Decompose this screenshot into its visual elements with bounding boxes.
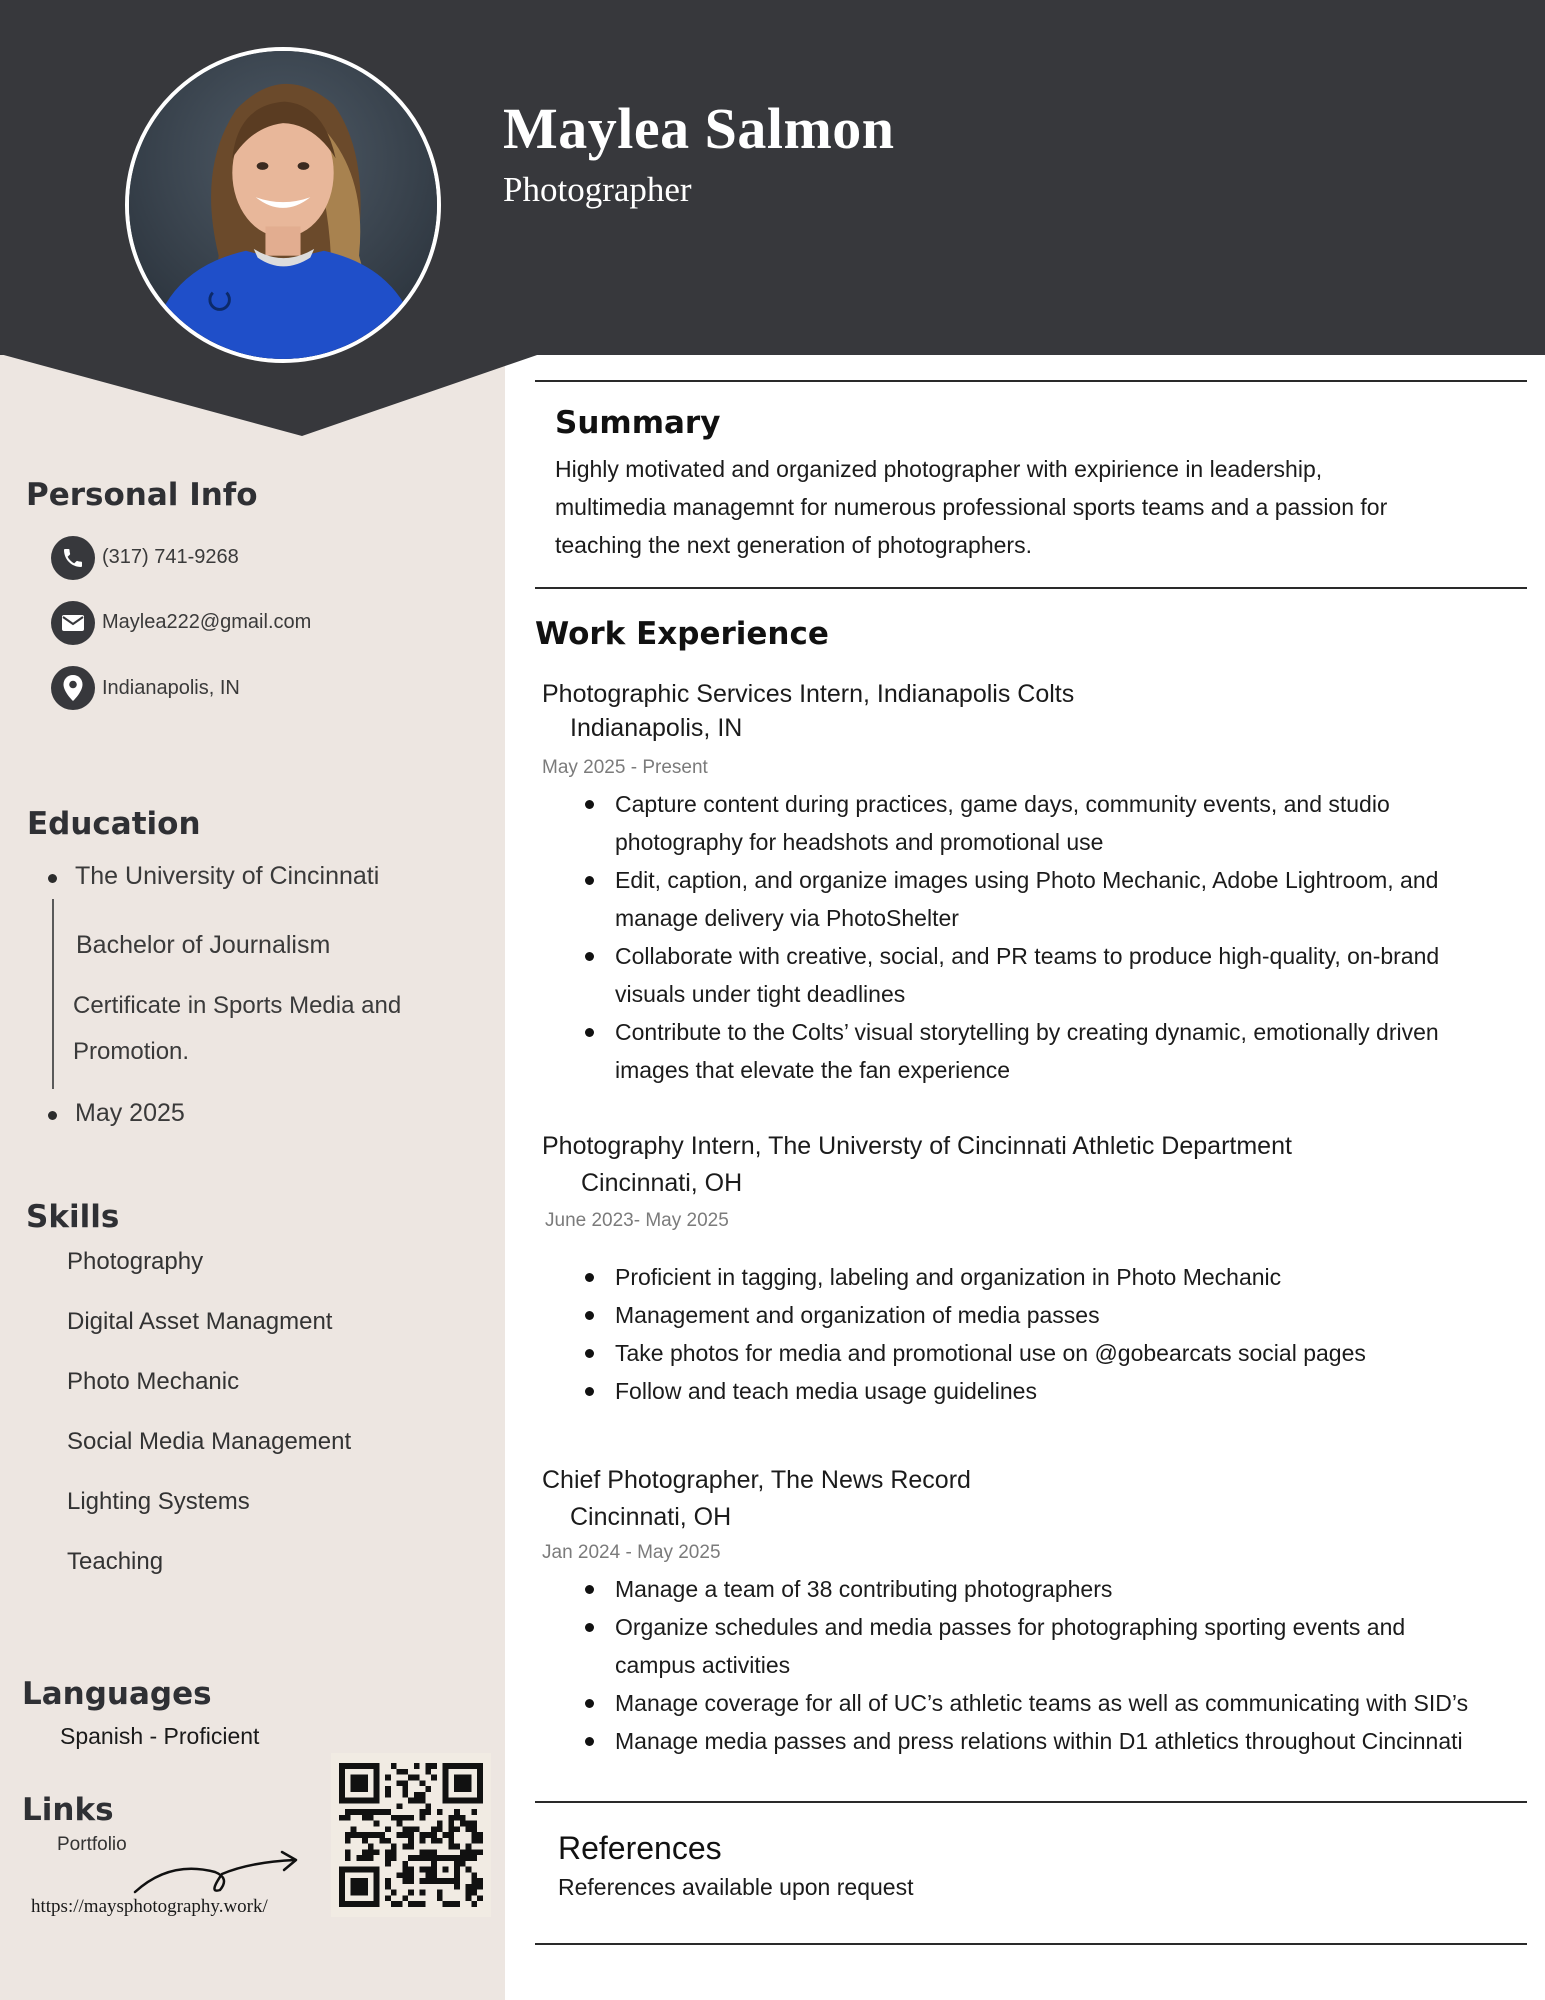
summary-line: teaching the next generation of photographers. bbox=[555, 532, 1032, 558]
divider bbox=[535, 380, 1527, 382]
skill-item: Social Media Management bbox=[67, 1428, 352, 1455]
candidate-name: Maylea Salmon bbox=[503, 96, 895, 161]
summary-line: multimedia managemnt for numerous professional sports teams and a passion for bbox=[555, 494, 1388, 520]
education-heading: Education bbox=[27, 806, 201, 842]
email-address: Maylea222@gmail.com bbox=[102, 611, 312, 633]
work-experience-heading: Work Experience bbox=[535, 616, 829, 652]
summary-line: Highly motivated and organized photographer with expirience in leadership, bbox=[555, 456, 1323, 482]
candidate-title: Photographer bbox=[503, 170, 692, 209]
references-text: References available upon request bbox=[558, 1874, 914, 1900]
header-chevron bbox=[0, 354, 540, 436]
arrow-icon bbox=[130, 1842, 300, 1902]
job-title: Photographic Services Intern, Indianapolis Colts bbox=[542, 680, 1075, 708]
job-bullet: Follow and teach media usage guidelines bbox=[615, 1372, 1495, 1410]
job-location: Cincinnati, OH bbox=[581, 1169, 743, 1197]
skill-item: Digital Asset Managment bbox=[67, 1308, 333, 1335]
education-degree: Bachelor of Journalism bbox=[76, 931, 331, 959]
skill-item: Lighting Systems bbox=[67, 1488, 250, 1515]
education-school: The University of Cincinnati bbox=[75, 862, 380, 890]
job-bullets bbox=[615, 1258, 1495, 1410]
job-location: Cincinnati, OH bbox=[570, 1503, 732, 1531]
personal-info-heading: Personal Info bbox=[26, 477, 258, 513]
portfolio-label: Portfolio bbox=[57, 1834, 127, 1855]
job-title: Photography Intern, The Universty of Cincinnati Athletic Department bbox=[542, 1132, 1292, 1160]
job-bullet: Edit, caption, and organize images using Photo Mechanic, Adobe Lightroom, and manage delivery via PhotoShelter bbox=[615, 861, 1495, 937]
job-bullet: Collaborate with creative, social, and PR teams to produce high-quality, on-brand visuals under tight deadlines bbox=[615, 937, 1495, 1013]
job-dates: June 2023- May 2025 bbox=[545, 1210, 729, 1231]
job-bullet: Manage a team of 38 contributing photographers bbox=[615, 1570, 1495, 1608]
links-heading: Links bbox=[22, 1792, 114, 1828]
phone-number: (317) 741-9268 bbox=[102, 546, 239, 568]
job-bullet: Manage media passes and press relations within D1 athletics throughout Cincinnati bbox=[615, 1722, 1495, 1760]
skill-item: Photography bbox=[67, 1248, 204, 1275]
summary-heading: Summary bbox=[555, 405, 721, 441]
skill-item: Photo Mechanic bbox=[67, 1368, 240, 1395]
divider bbox=[535, 1801, 1527, 1803]
divider bbox=[535, 587, 1527, 589]
skills-heading: Skills bbox=[26, 1199, 120, 1235]
phone-icon bbox=[51, 536, 95, 580]
language-item: Spanish - Proficient bbox=[60, 1723, 260, 1749]
education-certificate-line2: Promotion. bbox=[73, 1038, 190, 1065]
education-certificate-line1: Certificate in Sports Media and bbox=[73, 992, 402, 1019]
education-divider-line bbox=[52, 899, 54, 1089]
divider bbox=[535, 1943, 1527, 1945]
job-bullet: Organize schedules and media passes for photographing sporting events and campus activities bbox=[615, 1608, 1495, 1684]
job-bullet: Capture content during practices, game days, community events, and studio photography for headshots and promotional use bbox=[615, 785, 1495, 861]
job-bullet: Proficient in tagging, labeling and organization in Photo Mechanic bbox=[615, 1258, 1495, 1296]
job-dates: Jan 2024 - May 2025 bbox=[542, 1542, 721, 1563]
job-bullet: Manage coverage for all of UC’s athletic teams as well as communicating with SID’s bbox=[615, 1684, 1495, 1722]
summary-text bbox=[555, 450, 1455, 564]
job-title: Chief Photographer, The News Record bbox=[542, 1466, 971, 1494]
job-bullets bbox=[615, 1570, 1495, 1760]
job-bullet: Take photos for media and promotional use on @gobearcats social pages bbox=[615, 1334, 1495, 1372]
job-location: Indianapolis, IN bbox=[570, 714, 743, 742]
location-text: Indianapolis, IN bbox=[102, 677, 240, 699]
job-bullets bbox=[615, 785, 1495, 1089]
references-heading: References bbox=[558, 1830, 722, 1866]
skill-item: Teaching bbox=[67, 1548, 164, 1575]
location-pin-icon bbox=[51, 666, 95, 710]
portfolio-link[interactable]: https://maysphotography.work/ bbox=[31, 1896, 268, 1917]
job-bullet: Management and organization of media passes bbox=[615, 1296, 1495, 1334]
education-graduation: May 2025 bbox=[75, 1099, 185, 1127]
profile-photo bbox=[125, 47, 441, 363]
email-icon bbox=[51, 601, 95, 645]
job-bullet: Contribute to the Colts’ visual storytelling by creating dynamic, emotionally driven images that elevate the fan experience bbox=[615, 1013, 1495, 1089]
qr-code[interactable] bbox=[331, 1753, 491, 1917]
languages-heading: Languages bbox=[22, 1676, 212, 1712]
job-dates: May 2025 - Present bbox=[542, 757, 708, 778]
